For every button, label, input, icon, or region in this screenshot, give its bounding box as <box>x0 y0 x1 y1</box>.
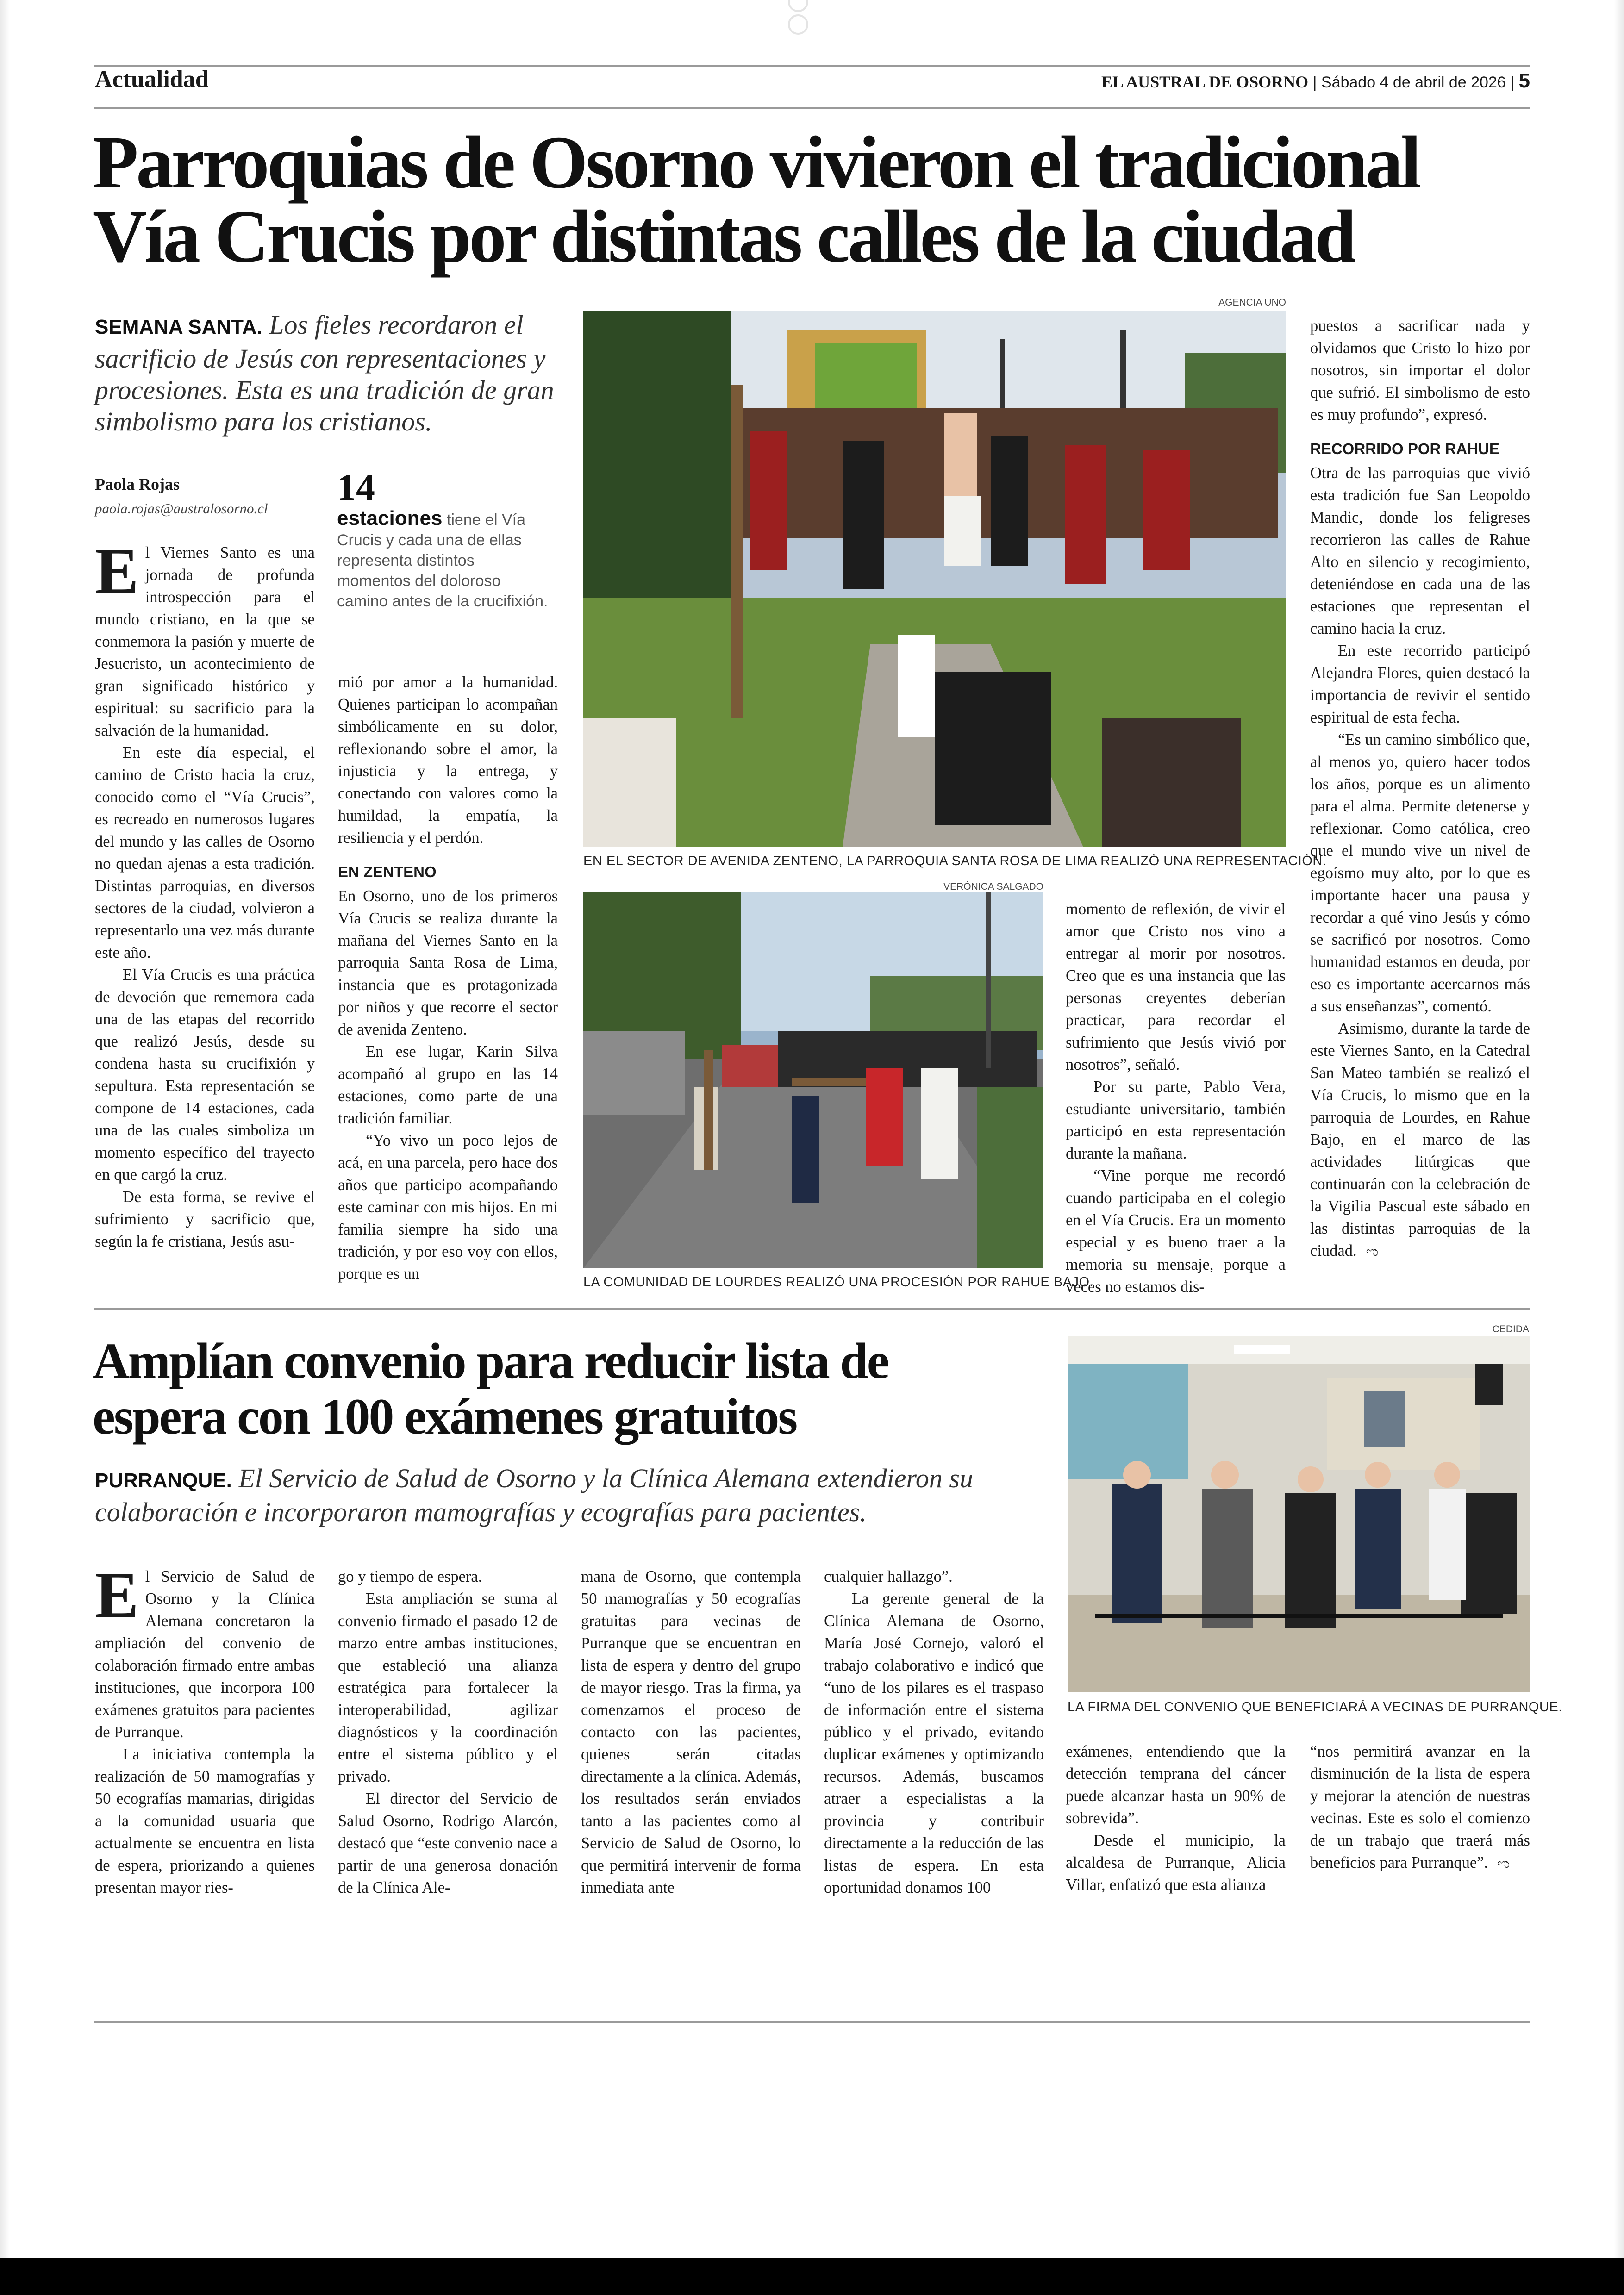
deck-text: El Servicio de Salud de Osorno y la Clínica Alemana extendieron su colaboración e incorporaron mamografías y ecografías para pacientes. <box>95 1463 973 1527</box>
end-of-article-icon: ಌ <box>1497 1856 1510 1871</box>
paragraph: “Es un camino simbólico que, al menos yo, quiero hacer todos los años, porque es un alimento para el alma. Permite detenerse y reflexionar. Como católica, creo que el mundo vive un nivel de egoísmo muy alto, por lo que es importante hacer una pausa y recordar a qué vino Jesús y cómo se sacrificó por nosotros. Como humanidad estamos en deuda, por eso es importante acercarnos más a sus enseñanzas”, comentó. <box>1310 731 1530 1015</box>
folio <box>1101 69 1530 93</box>
paragraph: En Osorno, uno de los primeros Vía Crucis se realiza durante la mañana del Viernes Santo en la parroquia Santa Rosa de Lima, instancia que es protagonizada por niños y que recorre el sector de avenida Zenteno. <box>338 887 558 1038</box>
article1-deck <box>95 309 560 437</box>
headline-line: espera con 100 exámenes gratuitos <box>93 1388 797 1445</box>
article2-column-4 <box>824 1565 1044 1899</box>
paragraph: De esta forma, se revive el sufrimiento y sacrificio que, según la fe cristiana, Jesús asu- <box>95 1188 315 1250</box>
section-title: Actualidad <box>95 66 209 93</box>
header-rule <box>94 107 1530 109</box>
paragraph: l Viernes Santo es una jornada de profunda introspección para el mundo cristiano, en la que se conmemora la pasión y muerte de Jesucristo, un acontecimiento de gran significado histórico y espiritual: su sacrificio para la salvación de la humanidad. <box>95 544 315 739</box>
article2-column-3 <box>581 1565 801 1899</box>
paragraph: Esta ampliación se suma al convenio firmado el pasado 12 de marzo entre ambas instituciones, que estableció una alianza estratégica para fortalecer la interoperabilidad, agilizar diagnósticos y la coordinación entre el sistema público y el privado. <box>338 1590 558 1785</box>
page-edge-right <box>1614 0 1624 2264</box>
article2-column-1 <box>95 1558 315 1899</box>
subhead: EN ZENTENO <box>338 863 437 880</box>
viewer-bottom-bar <box>0 2258 1624 2295</box>
paragraph: puestos a sacrificar nada y olvidamos que Cristo lo hizo por nosotros, sin importar el dolor que sufrió. El simbolismo de esto es muy profundo”, expresó. <box>1310 317 1530 424</box>
photo-caption: LA FIRMA DEL CONVENIO QUE BENEFICIARÁ A VECINAS DE PURRANQUE. <box>1068 1700 1562 1715</box>
author-name: Paola Rojas <box>95 475 180 493</box>
article-separator <box>94 1308 1530 1310</box>
dot-icon[interactable] <box>788 0 808 12</box>
headline-line: Amplían convenio para reducir lista de <box>93 1333 888 1389</box>
pagination-dots[interactable] <box>782 0 843 14</box>
paragraph: cualquier hallazgo”. <box>824 1568 953 1585</box>
article2-deck <box>95 1463 1049 1528</box>
paragraph: “Vine porque me recordó cuando participaba en el colegio en el Vía Crucis. Era un momento especial y es bueno traer a la memoria su mensaje, porque a veces no estamos dis- <box>1066 1167 1286 1296</box>
byline <box>95 474 268 517</box>
paragraph: “nos permitirá avanzar en la disminución de la lista de espera y mejorar la atención de nuestras vecinas. Este es solo el comienzo de un trabajo que traerá más beneficios para Purranque”. <box>1310 1743 1530 1871</box>
paragraph: l Servicio de Salud de Osorno y la Clínica Alemana concretaron la ampliación del convenio de colaboración firmado entre ambas instituciones, que incorpora 100 exámenes gratuitos para pacientes de Purranque. <box>95 1568 315 1741</box>
paragraph: En este día especial, el camino de Cristo hacia la cruz, conocido como el “Vía Crucis”, es recreado en numerosos lugares del mundo y las calles de Osorno no quedan ajenas a esta tradición. Distintas parroquias, en diversos sectores de la ciudad, volvieron a representarlo una vez más durante este año. <box>95 744 315 961</box>
paragraph: En ese lugar, Karin Silva acompañó al grupo en las 14 estaciones, como parte de una tradición familiar. <box>338 1043 558 1127</box>
article2-column-6 <box>1310 1740 1530 1875</box>
deck-text: Los fieles recordaron el sacrificio de Jesús con representaciones y procesiones. Esta es una tradición de gran simbolismo para los cristianos. <box>95 310 554 437</box>
paragraph: “Yo vivo un poco lejos de acá, en una parcela, pero hace dos años que participo acompañando este caminar con mis hijos. En mi familia siempre ha sido una tradición, y por eso voy con ellos, porque es un <box>338 1132 558 1283</box>
factbox <box>337 467 550 611</box>
paragraph: exámenes, entendiendo que la detección temprana del cáncer puede alcanzar hasta un 90% de sobrevida”. <box>1066 1743 1286 1827</box>
top-rule <box>94 65 1530 67</box>
article2-headline <box>93 1333 1065 1444</box>
paragraph: El Vía Crucis es una práctica de devoción que rememora cada una de las etapas del recorrido que realizó Jesús, desde su condena hasta su crucifixión y sepultura. Esta representación se compone de 14 estaciones, cada una de las cuales simboliza un momento específico del trayecto en que cargó la cruz. <box>95 966 315 1184</box>
newspaper-name: EL AUSTRAL DE OSORNO <box>1101 73 1309 91</box>
paragraph: Asimismo, durante la tarde de este Viernes Santo, en la Catedral San Mateo también se realizó el Vía Crucis, lo mismo que en la parroquia de Lourdes, en Rahue Bajo, en el marco de las actividades litúrgicas que continuarán con la celebración de la Vigilia Pascual este sábado en las distintas parroquias de la ciudad. <box>1310 1020 1530 1260</box>
photo-credit: AGENCIA UNO <box>1218 297 1286 308</box>
factbox-label: estaciones <box>337 507 443 530</box>
paragraph: Por su parte, Pablo Vera, estudiante universitario, también participó en esta representación durante la mañana. <box>1066 1078 1286 1162</box>
page-edge-left <box>0 0 10 2264</box>
paragraph: momento de reflexión, de vivir el amor que Cristo nos vino a entregar al morir por nosotros. Creo que es una instancia que las personas creyentes deberían practicar, para recordar el sufrimiento que Jesús vivió por nosotros”, señaló. <box>1066 900 1286 1073</box>
paragraph: El director del Servicio de Salud Osorno, Rodrigo Alarcón, destacó que “este convenio nace a partir de una generosa donación de la Clínica Ale- <box>338 1790 558 1896</box>
paragraph: En este recorrido participó Alejandra Flores, quien destacó la importancia de revivir el sentido espiritual de esta fecha. <box>1310 642 1530 726</box>
end-of-article-icon: ಌ <box>1366 1244 1379 1259</box>
dropcap: E <box>95 1558 139 1631</box>
article1-headline <box>93 121 1532 278</box>
paragraph: La iniciativa contempla la realización de 50 mamografías y 50 ecografías mamarias, dirigidas a la comunidad usuaria que actualmente se encuentra en lista de espera, priorizando a quienes presentan mayor ries- <box>95 1746 315 1896</box>
paragraph: La gerente general de la Clínica Alemana de Osorno, María José Cornejo, valoró el trabajo colaborativo e indicó que “uno de los pilares es el traspaso de información entre el sistema público y el privado, evitando duplicar exámenes y optimizando recursos. Además, buscamos atraer a especialistas a la provincia y contribuir directamente a la reducción de las listas de espera. En esta oportunidad donamos 100 <box>824 1590 1044 1896</box>
photo-caption: EN EL SECTOR DE AVENIDA ZENTENO, LA PARROQUIA SANTA ROSA DE LIMA REALIZÓ UNA REPRESENTACIÓN. <box>583 854 1327 868</box>
kicker: SEMANA SANTA. <box>95 316 262 338</box>
photo-credit: VERÓNICA SALGADO <box>943 881 1043 892</box>
article1-column-1 <box>95 534 315 1253</box>
dot-icon[interactable] <box>788 14 808 35</box>
dropcap: E <box>95 534 139 607</box>
page-number: 5 <box>1518 69 1530 92</box>
photo-convenio-signing[interactable] <box>1068 1336 1530 1692</box>
photo-illustration <box>583 311 1286 847</box>
photo-procession-lourdes[interactable] <box>583 892 1043 1268</box>
photo-via-crucis-zenteno[interactable] <box>583 311 1286 847</box>
issue-date: | Sábado 4 de abril de 2026 | <box>1312 74 1515 91</box>
paragraph: Desde el municipio, la alcaldesa de Purranque, Alicia Villar, enfatizó que esta alianza <box>1066 1832 1286 1894</box>
factbox-text: tiene el Vía Crucis y cada una de ellas representa distintos momentos del doloroso camino antes de la crucifixión. <box>337 511 548 610</box>
article1-column-2 <box>338 671 558 1285</box>
headline-line: Vía Crucis por distintas calles de la ciudad <box>93 195 1354 278</box>
article1-column-5 <box>1310 315 1530 1263</box>
photo-illustration <box>583 892 1043 1268</box>
bottom-rule <box>94 2021 1530 2023</box>
photo-credit: CEDIDA <box>1492 1324 1529 1335</box>
article2-column-2 <box>338 1565 558 1899</box>
article1-column-4 <box>1066 898 1286 1298</box>
photo-illustration <box>1068 1336 1530 1692</box>
author-email[interactable]: paola.rojas@australosorno.cl <box>95 500 268 517</box>
paragraph: mana de Osorno, que contempla 50 mamografías y 50 ecografías gratuitas para vecinas de Purranque que se encuentran en lista de espera y dentro del grupo de mayor riesgo. Tras la firma, ya comenzamos el proceso de contacto con las pacientes, quienes serán citadas directamente a la clínica. Además, los resultados serán enviados tanto a las pacientes como al Servicio de Salud de Osorno, lo que permitirá intervenir de forma inmediata ante <box>581 1568 801 1896</box>
paragraph: mió por amor a la humanidad. Quienes participan lo acompañan simbólicamente en su dolor, reflexionando sobre el amor, la injusticia y la entrega, y conectando con valores como la humildad, la empatía, la resiliencia y el perdón. <box>338 674 558 847</box>
paragraph: go y tiempo de espera. <box>338 1568 482 1585</box>
subhead: RECORRIDO POR RAHUE <box>1310 440 1499 457</box>
headline-line: Parroquias de Osorno vivieron el tradicional <box>93 121 1419 204</box>
kicker: PURRANQUE. <box>95 1469 232 1492</box>
article2-column-5 <box>1066 1740 1286 1896</box>
factbox-number: 14 <box>337 466 375 508</box>
paragraph: Otra de las parroquias que vivió esta tradición fue San Leopoldo Mandic, donde los feligreses recorrieron las calles de Rahue Alto en silencio y recogimiento, deteniéndose en cada una de las estaciones que representan el camino hacia la cruz. <box>1310 464 1530 637</box>
photo-caption: LA COMUNIDAD DE LOURDES REALIZÓ UNA PROCESIÓN POR RAHUE BAJO. <box>583 1275 1094 1290</box>
